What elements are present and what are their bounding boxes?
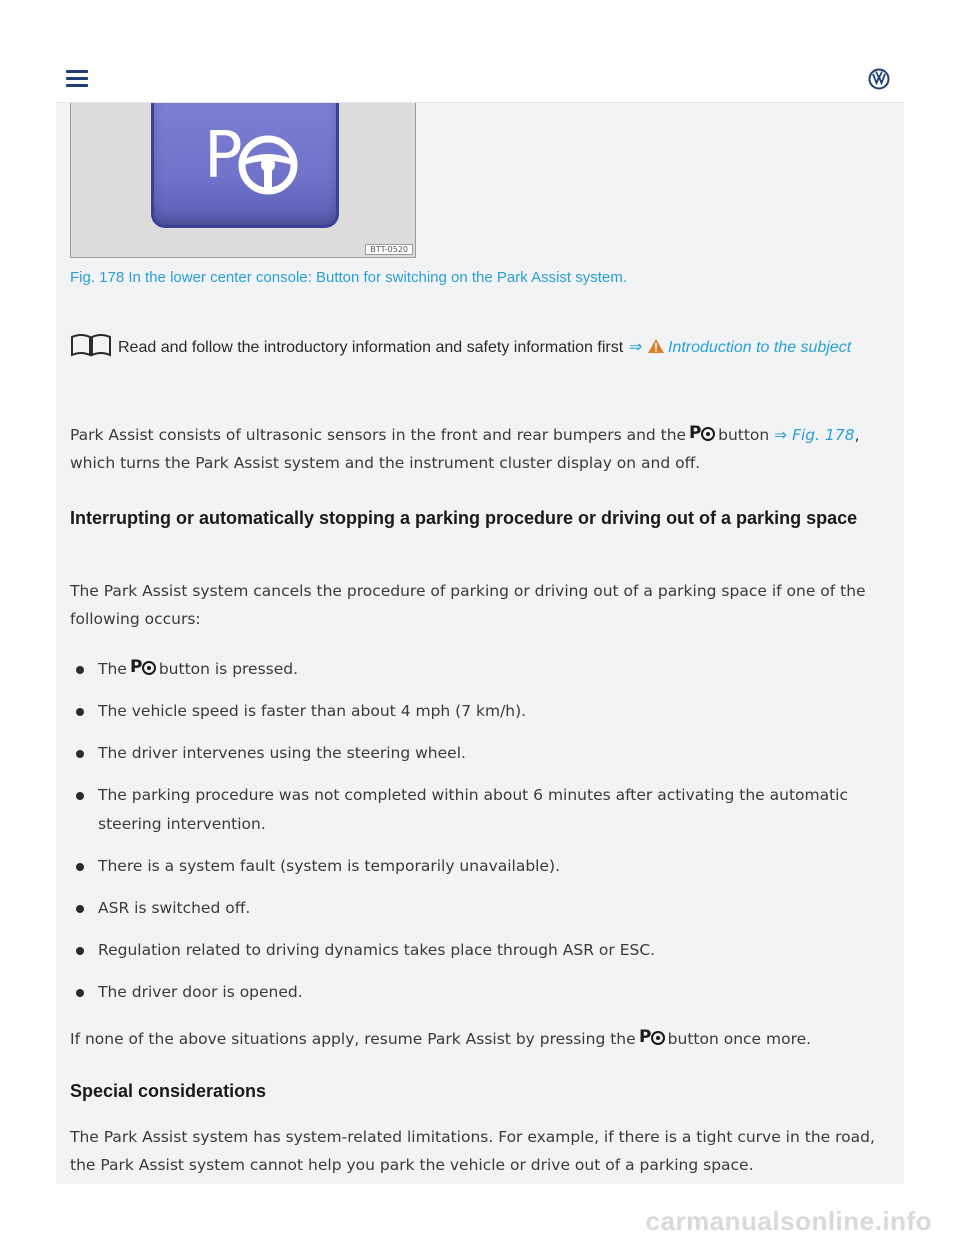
- vw-logo-icon[interactable]: [868, 68, 890, 90]
- park-assist-icon: [689, 422, 715, 442]
- list-item: The P button is pressed.: [70, 655, 890, 684]
- note-text: Read and follow the introductory information and safety information first: [118, 339, 624, 356]
- list-item: The driver door is opened.: [70, 978, 890, 1007]
- list-item: The parking procedure was not completed within about 6 minutes after activating the automatic steering intervention.: [70, 781, 890, 839]
- list-item: There is a system fault (system is temporarily unavailable).: [70, 852, 890, 881]
- cancel-conditions-list: [70, 655, 890, 1020]
- warning-icon: [647, 338, 665, 354]
- watermark: carmanualsonline.info: [645, 1206, 932, 1236]
- svg-text:P: P: [129, 657, 143, 676]
- svg-text:P: P: [204, 119, 243, 193]
- resume-text-1: If none of the above situations apply, resume Park Assist by pressing the: [70, 1030, 636, 1048]
- list-item: The driver intervenes using the steering wheel.: [70, 739, 890, 768]
- intro-text-3: ,: [854, 426, 860, 444]
- park-assist-icon: [130, 656, 156, 676]
- intro-text-1: Park Assist consists of ultrasonic sensors in the front and rear bumpers and the: [70, 426, 687, 444]
- menu-icon[interactable]: [66, 70, 88, 88]
- park-assist-button-illustration: [151, 103, 339, 228]
- figure-image: [70, 103, 416, 258]
- intro-note: [70, 333, 890, 361]
- park-assist-icon: [154, 103, 336, 225]
- introduction-link[interactable]: Introduction to the subject: [668, 339, 852, 356]
- list-item: The vehicle speed is faster than about 4 mph (7 km/h).: [70, 697, 890, 726]
- section-heading-interrupting: Interrupting or automatically stopping a parking procedure or driving out of a parking space: [70, 508, 858, 528]
- resume-paragraph: [70, 1025, 890, 1053]
- intro-paragraph: [70, 421, 890, 477]
- resume-text-2: button once more.: [667, 1030, 812, 1048]
- special-paragraph: The Park Assist system has system-related limitations. For example, if there is a tight curve in the road, the Park Assist system cannot help you park the vehicle or drive out of a parking space.: [70, 1128, 875, 1174]
- svg-text:P: P: [689, 423, 702, 442]
- list-item: ASR is switched off.: [70, 894, 890, 923]
- figure-caption: Fig. 178 In the lower center console: Button for switching on the Park Assist system.: [70, 269, 627, 286]
- content-area: [56, 103, 904, 1184]
- figure-code: BTT-0520: [365, 244, 413, 255]
- section-heading-special: Special considerations: [70, 1081, 267, 1101]
- top-bar: [56, 56, 904, 103]
- cancel-paragraph: The Park Assist system cancels the procedure of parking or driving out of a parking space if one of the following occurs:: [70, 582, 866, 628]
- fig-178-link[interactable]: ⇒ Fig. 178: [774, 426, 855, 444]
- intro-text-4: which turns the Park Assist system and the instrument cluster display on and off.: [70, 454, 701, 472]
- book-icon: [70, 333, 112, 357]
- list-item: Regulation related to driving dynamics takes place through ASR or ESC.: [70, 936, 890, 965]
- park-assist-icon: [639, 1026, 665, 1046]
- svg-text:P: P: [638, 1027, 652, 1046]
- note-arrow[interactable]: ⇒: [627, 339, 642, 356]
- intro-text-2: button: [718, 426, 770, 444]
